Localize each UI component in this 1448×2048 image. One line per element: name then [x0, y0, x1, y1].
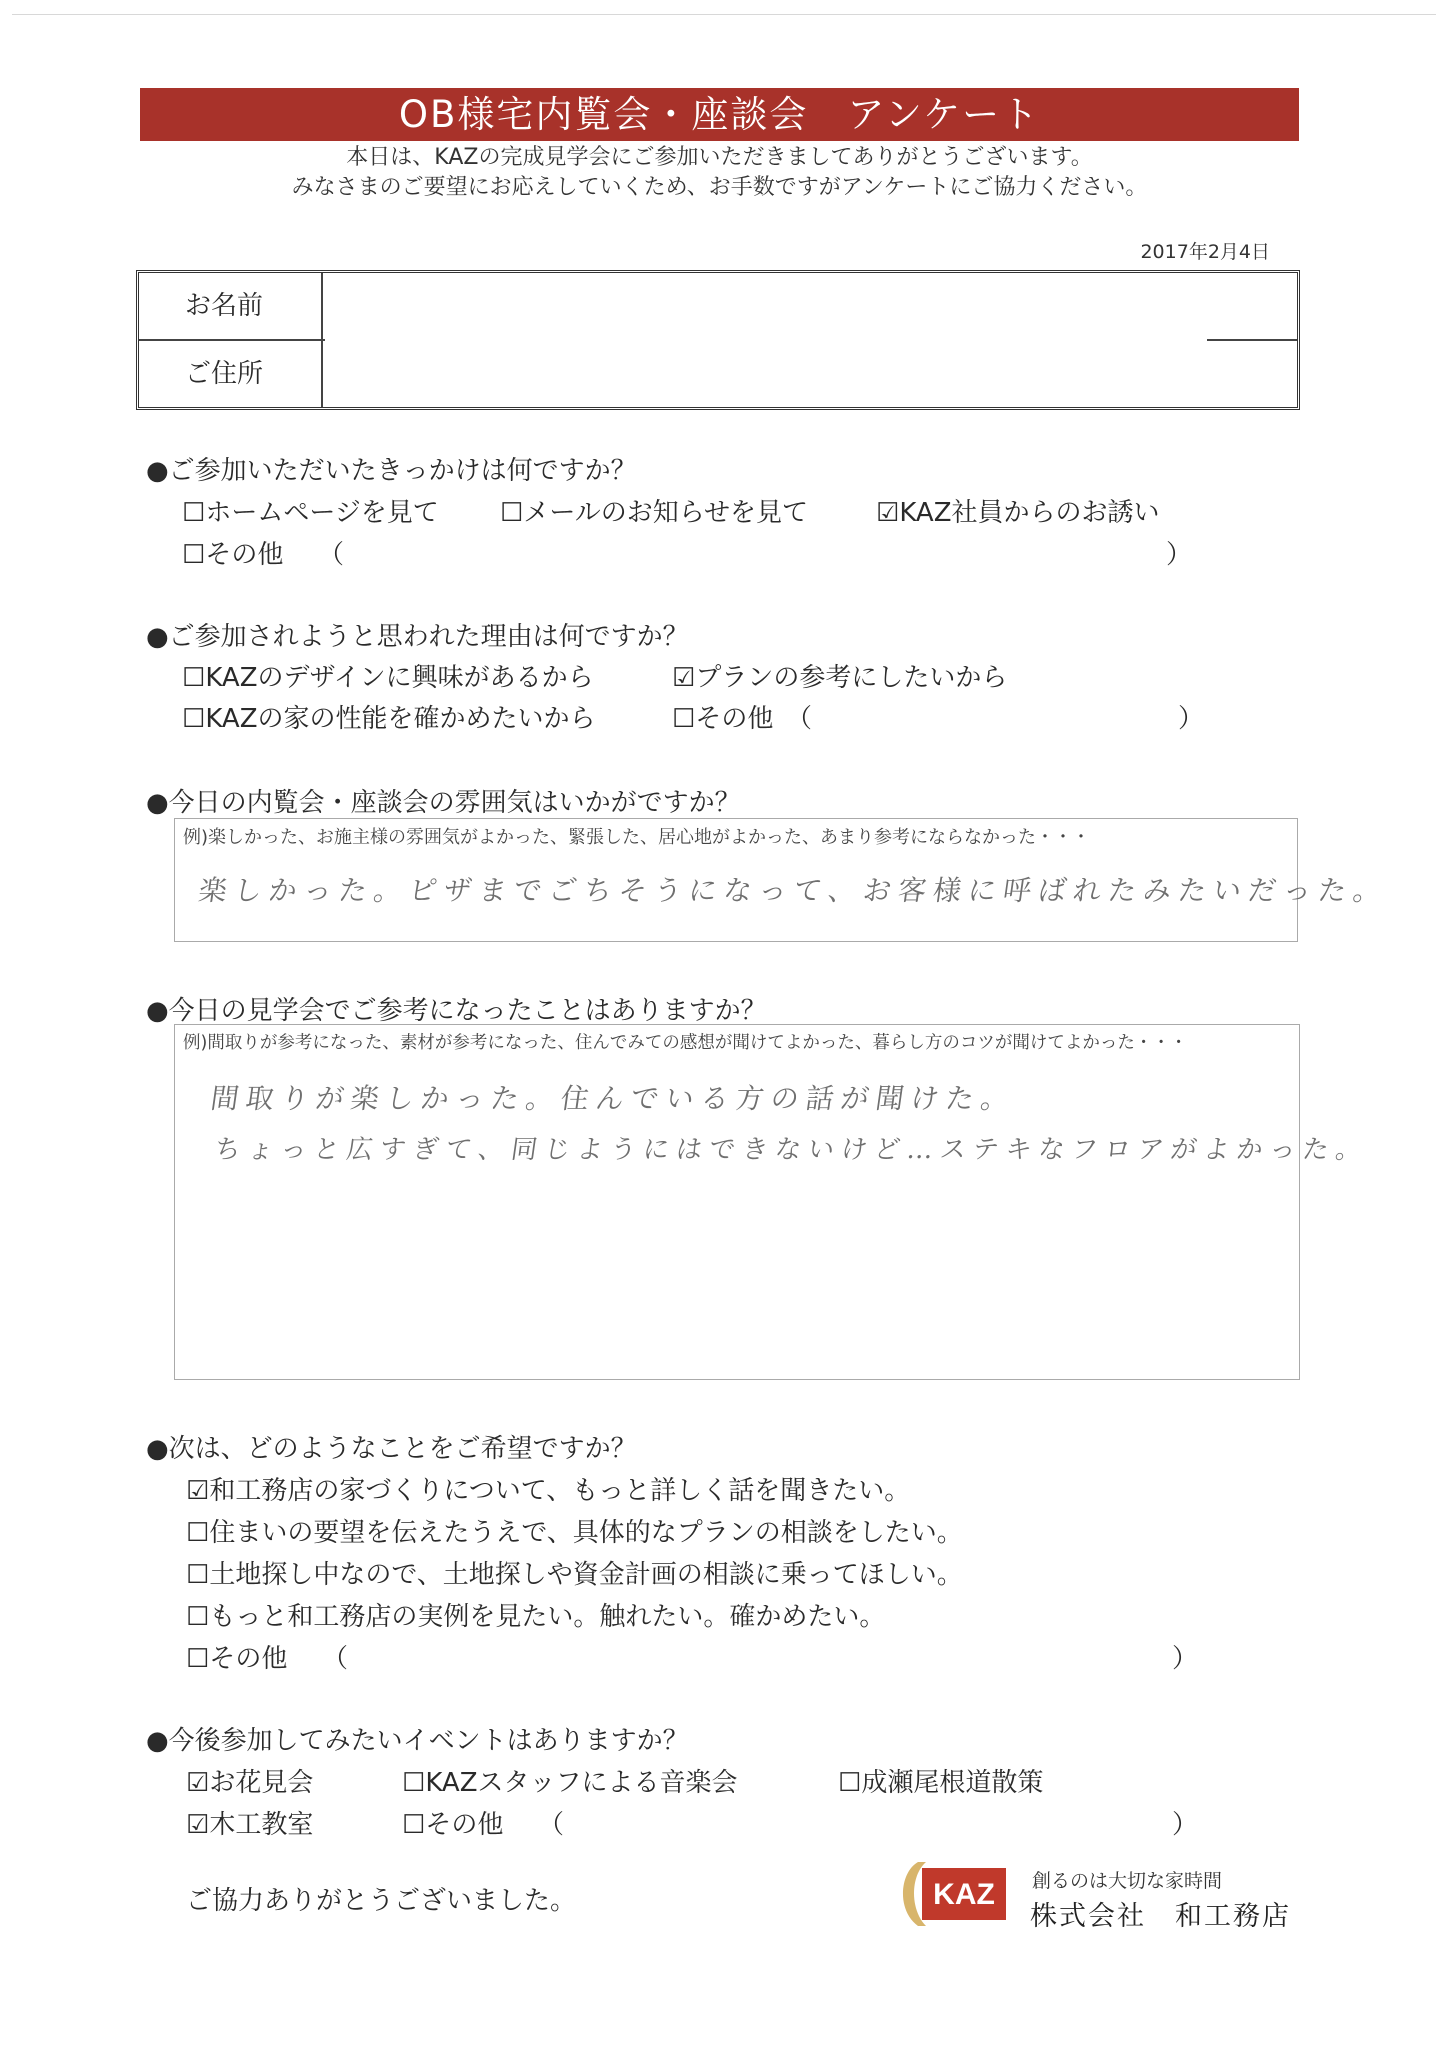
q6-option-concert[interactable]: [402, 1762, 738, 1799]
q4-handwritten-answer-line-2: ちょっと広すぎて、同じようにはできないけど…ステキなフロアがよかった。: [212, 1135, 1371, 1165]
q3-answer-box[interactable]: [174, 818, 1391, 942]
q6-question: ●今後参加してみたいイベントはありますか？: [146, 1726, 689, 1756]
box-right-line: [1207, 339, 1297, 341]
option-label: その他: [205, 540, 284, 570]
checkbox-icon: ☐: [186, 1644, 210, 1674]
q5-other-paren-close: ）: [1172, 1644, 1199, 1674]
q1-other-paren-close: ）: [1166, 540, 1193, 570]
q4-handwritten-answer-line-1: 間取りが楽しかった。住んでいる方の話が聞けた。: [208, 1082, 1019, 1115]
logo-text: KAZ: [933, 1878, 995, 1911]
option-label: その他: [425, 1810, 504, 1840]
q5-other-paren-open: （: [322, 1644, 349, 1674]
option-label: 土地探し中なので、土地探しや資金計画の相談に乗ってほしい。: [209, 1560, 963, 1590]
checkbox-icon: ☐: [186, 1560, 210, 1590]
q6-option-ridge-walk[interactable]: [838, 1762, 1043, 1799]
q4-example-text: 例)間取りが参考になった、素材が参考になった、住んでみての感想が聞けてよかった、暮らし方のコツが聞けてよかった・・・: [183, 1033, 1188, 1053]
address-label: ご住所: [185, 359, 264, 389]
checkbox-icon: ☐: [500, 498, 524, 528]
intro-line-1: 本日は、KAZの完成見学会にご参加いただきましてありがとうございます。: [346, 145, 1093, 170]
box-divider-vertical: [321, 273, 323, 407]
option-label: KAZのデザインに興味があるから: [205, 663, 594, 693]
q3-example-text: 例)楽しかった、お施主様の雰囲気がよかった、緊張した、居心地がよかった、あまり参考にならなかった・・・: [183, 827, 1091, 848]
q2-question: ●ご参加されようと思われた理由は何ですか？: [146, 622, 689, 652]
q1-other-paren-open: （: [318, 540, 345, 570]
q5-question: ●次は、どのようなことをご希望ですか？: [146, 1434, 637, 1464]
q1-question: ●ご参加いただいたきっかけは何ですか？: [146, 456, 637, 486]
name-label: お名前: [185, 291, 264, 321]
checkbox-icon: ☐: [182, 498, 206, 528]
q5-option-plan-consult[interactable]: [186, 1512, 963, 1549]
q2-option-other[interactable]: [672, 698, 773, 735]
checked-checkbox-icon: ☑: [876, 498, 900, 528]
q5-option-see-examples[interactable]: [186, 1596, 885, 1633]
contact-info-box: [136, 270, 1300, 410]
checkbox-icon: ☐: [182, 540, 206, 570]
q5-option-more-info[interactable]: [186, 1470, 910, 1507]
checked-checkbox-icon: ☑: [672, 663, 696, 693]
checkbox-icon: ☐: [182, 704, 206, 734]
company-name: 株式会社 和工務店: [1030, 1901, 1291, 1932]
option-label: KAZの家の性能を確かめたいから: [205, 704, 596, 734]
option-label: ホームページを見て: [205, 498, 439, 528]
q4-answer-box[interactable]: [174, 1024, 1371, 1380]
q6-option-hanami[interactable]: [186, 1762, 313, 1799]
q6-option-other[interactable]: [402, 1804, 503, 1841]
checked-checkbox-icon: ☑: [186, 1810, 210, 1840]
q5-option-land-search[interactable]: [186, 1554, 963, 1591]
survey-title: OB様宅内覧会・座談会 アンケート: [140, 88, 1299, 141]
q2-option-design[interactable]: [182, 657, 594, 694]
survey-date: 2017年2月4日: [1140, 241, 1270, 263]
option-label: プランの参考にしたいから: [695, 663, 1008, 693]
option-label: 住まいの要望を伝えたうえで、具体的なプランの相談をしたい。: [209, 1518, 963, 1548]
checked-checkbox-icon: ☑: [186, 1768, 210, 1798]
q2-option-plan[interactable]: [672, 657, 1007, 694]
option-label: 木工教室: [209, 1810, 314, 1840]
option-label: その他: [209, 1644, 288, 1674]
checkbox-icon: ☐: [672, 704, 696, 734]
checkbox-icon: ☐: [186, 1602, 210, 1632]
q1-option-homepage[interactable]: [182, 492, 439, 529]
q2-other-paren-open: （: [786, 704, 813, 734]
checkbox-icon: ☐: [186, 1518, 210, 1548]
q1-option-staff[interactable]: [876, 492, 1160, 529]
q2-other-paren-close: ）: [1178, 704, 1205, 734]
q5-option-other[interactable]: [186, 1638, 287, 1675]
thanks-message: ご協力ありがとうございました。: [186, 1886, 577, 1916]
box-divider-horizontal: [139, 339, 325, 341]
q4-question: ●今日の見学会でご参考になったことはありますか？: [146, 996, 767, 1026]
option-label: もっと和工務店の実例を見たい。触れたい。確かめたい。: [209, 1602, 886, 1632]
intro-line-2: みなさまのご要望にお応えしていくため、お手数ですがアンケートにご協力ください。: [291, 175, 1148, 200]
checkbox-icon: ☐: [182, 663, 206, 693]
option-label: 和工務店の家づくりについて、もっと詳しく話を聞きたい。: [209, 1476, 911, 1506]
option-label: お花見会: [209, 1768, 314, 1798]
q1-option-mail[interactable]: [500, 492, 808, 529]
q6-other-paren-close: ）: [1172, 1810, 1199, 1840]
checkbox-icon: ☐: [838, 1768, 862, 1798]
q1-option-other[interactable]: [182, 534, 283, 571]
option-label: KAZスタッフによる音楽会: [425, 1768, 738, 1798]
company-slogan: 創るのは大切な家時間: [1032, 1870, 1223, 1892]
option-label: KAZ社員からのお誘い: [899, 498, 1160, 528]
option-label: メールのお知らせを見て: [523, 498, 809, 528]
q2-option-performance[interactable]: [182, 698, 596, 735]
q6-option-woodwork[interactable]: [186, 1804, 313, 1841]
checkbox-icon: ☐: [402, 1768, 426, 1798]
checkbox-icon: ☐: [402, 1810, 426, 1840]
q3-question: ●今日の内覧会・座談会の雰囲気はいかがですか？: [146, 788, 741, 818]
option-label: 成瀬尾根道散策: [861, 1768, 1044, 1798]
kaz-logo-icon: [896, 1858, 1008, 1930]
scan-edge-line: [12, 14, 1436, 15]
option-label: その他: [695, 704, 774, 734]
checked-checkbox-icon: ☑: [186, 1476, 210, 1506]
q6-other-paren-open: （: [538, 1810, 565, 1840]
q3-handwritten-answer: 楽しかった。ピザまでごちそうになって、お客様に呼ばれたみたいだった。: [196, 874, 1391, 907]
